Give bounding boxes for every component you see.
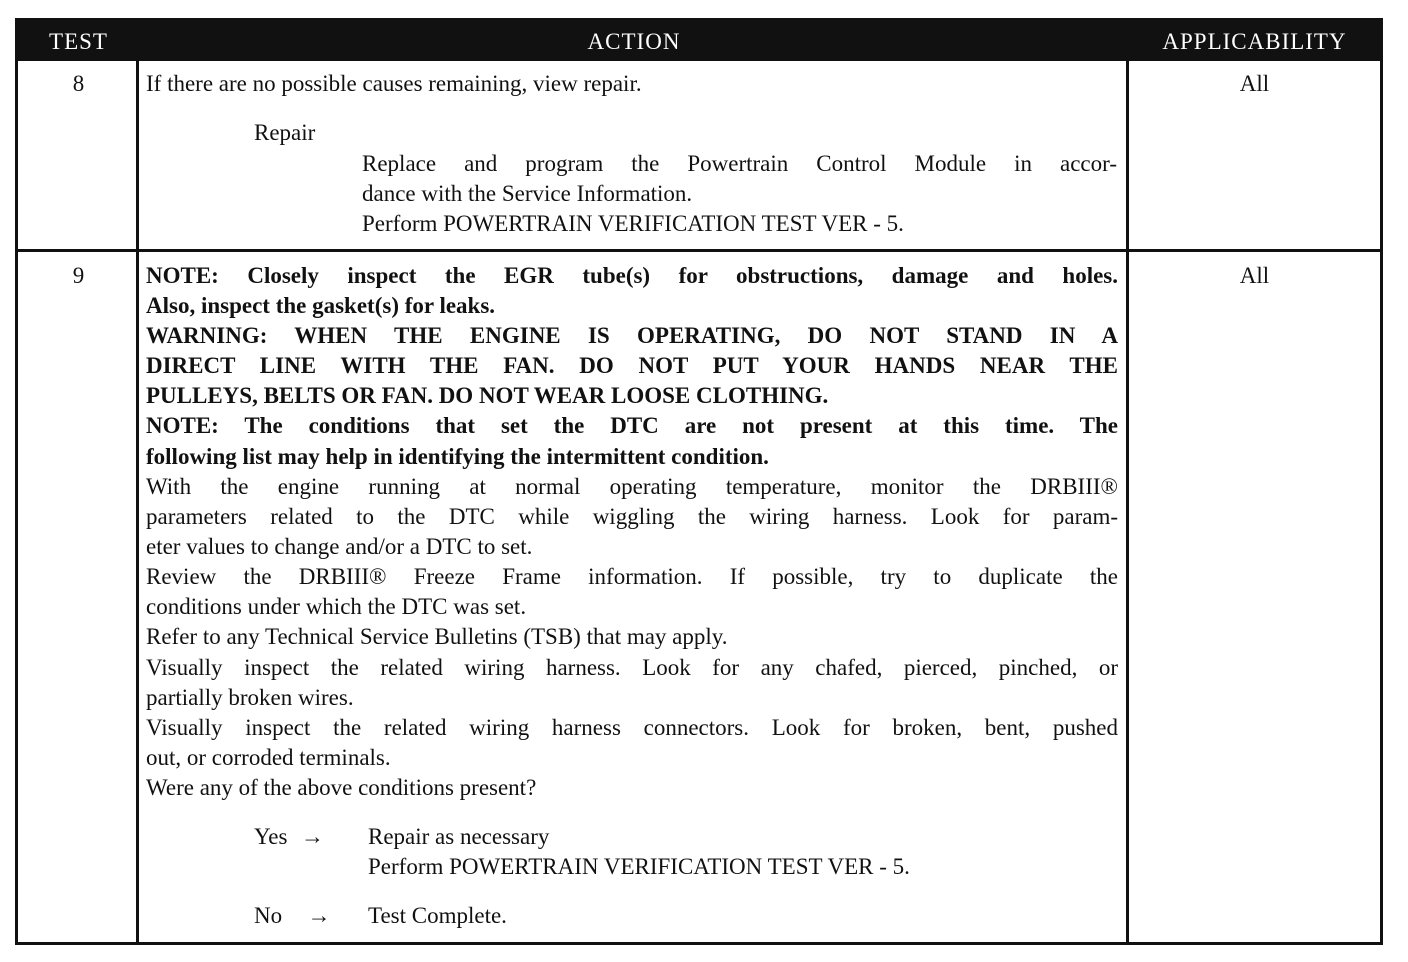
warning-line: PULLEYS, BELTS OR FAN. DO NOT WEAR LOOSE CLOTHING.	[146, 383, 829, 409]
applicability-value: All	[1239, 263, 1270, 288]
body-line: Visually inspect the related wiring harness connectors. Look for broken, bent, pushed	[146, 714, 1118, 740]
yes-label: Yes	[254, 824, 288, 849]
no-branch	[254, 901, 344, 931]
test-number: 8	[72, 71, 85, 96]
arrow-right-icon: →	[300, 824, 324, 849]
arrow-right-icon: →	[307, 903, 331, 928]
repair-instructions	[362, 149, 1117, 239]
note-line: following list may help in identifying the intermittent condition.	[146, 443, 769, 469]
repair-line: Replace and program the Powertrain Control Module in accor-	[362, 151, 1117, 176]
yes-branch	[254, 822, 337, 852]
warning-line: DIRECT LINE WITH THE FAN. DO NOT PUT YOUR HANDS NEAR THE	[146, 353, 1118, 379]
inspection-steps	[146, 472, 1118, 803]
body-line: eter values to change and/or a DTC to set.	[146, 534, 533, 560]
yes-result	[368, 822, 910, 882]
action-text: If there are no possible causes remaining, view repair.	[146, 71, 642, 96]
no-label: No	[254, 903, 283, 928]
header-action: ACTION	[587, 29, 681, 54]
question-line: Were any of the above conditions present?	[146, 774, 537, 800]
table-header	[18, 21, 1380, 61]
body-line: conditions under which the DTC was set.	[146, 594, 527, 620]
note-line: NOTE: Closely inspect the EGR tube(s) for obstructions, damage and holes.	[146, 263, 1118, 288]
repair-line: Perform POWERTRAIN VERIFICATION TEST VER - 5.	[362, 211, 904, 237]
warning-line: WARNING: WHEN THE ENGINE IS OPERATING, DO NOT STAND IN A	[146, 323, 1118, 349]
body-line: parameters related to the DTC while wiggling the wiring harness. Look for param-	[146, 504, 1118, 530]
column-divider	[1126, 61, 1129, 942]
body-line: Visually inspect the related wiring harness. Look for any chafed, pierced, pinched, or	[146, 654, 1118, 680]
header-test: TEST	[49, 29, 108, 54]
repair-label: Repair	[254, 120, 316, 145]
yes-line: Perform POWERTRAIN VERIFICATION TEST VER - 5.	[368, 854, 910, 880]
repair-line: dance with the Service Information.	[362, 181, 693, 207]
body-line: With the engine running at normal operating temperature, monitor the DRBIII®	[146, 474, 1118, 499]
yes-line: Repair as necessary	[368, 824, 550, 849]
applicability-value: All	[1239, 71, 1270, 96]
no-result: Test Complete.	[368, 903, 507, 928]
body-line: Review the DRBIII® Freeze Frame information. If possible, try to duplicate the	[146, 564, 1118, 590]
test-number: 9	[72, 263, 85, 288]
header-applicability: APPLICABILITY	[1162, 29, 1347, 54]
column-divider	[136, 61, 139, 942]
note-line: NOTE: The conditions that set the DTC are not present at this time. The	[146, 413, 1118, 439]
row-divider	[18, 249, 1380, 252]
warning-notes	[146, 261, 1118, 472]
test-table	[15, 18, 1383, 945]
body-line: Refer to any Technical Service Bulletins (TSB) that may apply.	[146, 624, 728, 650]
note-line: Also, inspect the gasket(s) for leaks.	[146, 293, 496, 319]
body-line: partially broken wires.	[146, 684, 354, 710]
body-line: out, or corroded terminals.	[146, 744, 391, 770]
